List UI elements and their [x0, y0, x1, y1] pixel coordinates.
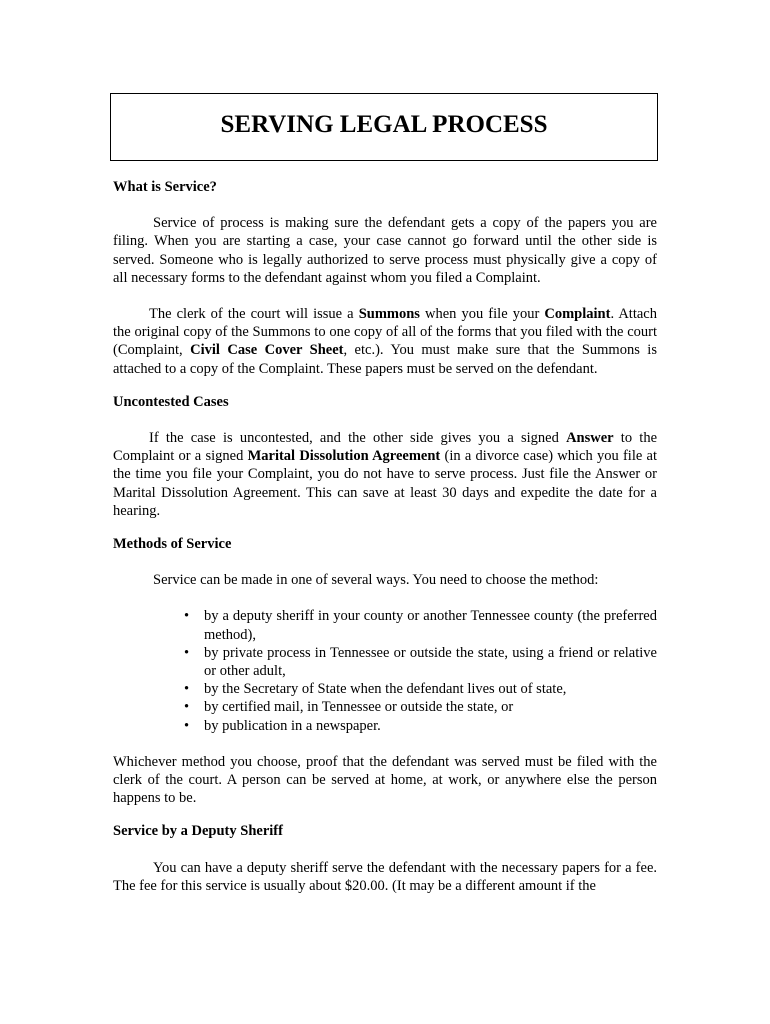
list-item-text: by the Secretary of State when the defendant lives out of state,	[204, 681, 567, 698]
paragraph-uncontested	[113, 429, 657, 520]
list-item-text: by certified mail, in Tennessee or outside the state, or	[204, 699, 514, 716]
term-marital-dissolution-agreement: Marital Dissolution Agreement	[247, 448, 441, 465]
list-item-text: by private process in Tennessee or outside the state, using a friend or relative or other adult,	[204, 644, 657, 680]
paragraph-proof-of-service: Whichever method you choose, proof that the defendant was served must be filed with the clerk of the court. A person can be served at home, at work, or anywhere else the person happens to be.	[113, 753, 657, 807]
bullet-icon: •	[184, 699, 190, 716]
heading-uncontested-cases: Uncontested Cases	[113, 393, 229, 410]
page-title: SERVING LEGAL PROCESS	[220, 111, 548, 138]
title-box	[110, 93, 658, 161]
text-run: (in a divorce case) which you file at the time you file your Complaint, you do not have to serve process. Just file the Answer or Marital Dissolution Agreement. This can save at least 30 days and expedite the date for a hearing.	[113, 448, 658, 519]
text-run: , etc.). You must make sure that the Summons is attached to a copy of the Complaint. These papers must be served on the defendant.	[113, 342, 657, 377]
term-answer: Answer	[566, 430, 614, 447]
text-run: to the Complaint or a signed	[113, 430, 658, 465]
bullet-icon: •	[184, 717, 190, 734]
heading-what-is-service: What is Service?	[113, 179, 217, 195]
term-civil-case-cover-sheet: Civil Case Cover Sheet	[190, 342, 344, 359]
list-item	[184, 607, 657, 643]
list-item	[184, 644, 657, 680]
methods-list	[113, 607, 657, 734]
text-run: when you file your	[419, 306, 545, 323]
text-run: If the case is uncontested, and the other side gives you a signed	[149, 430, 567, 447]
list-item	[184, 680, 657, 698]
paragraph-service-definition: Service of process is making sure the defendant gets a copy of the papers you are filing. When you are starting a case, your case cannot go forward until the other side is served. Someone who is legally authorized to serve process must physically give a copy of all necessary forms to the defendant against whom you filed a Complaint.	[113, 215, 657, 286]
text-run: The clerk of the court will issue a	[149, 306, 359, 323]
list-item-text: by a deputy sheriff in your county or another Tennessee county (the preferred method),	[204, 608, 657, 643]
heading-methods-of-service: Methods of Service	[113, 536, 232, 553]
paragraph-methods-intro: Service can be made in one of several ways. You need to choose the method:	[153, 572, 599, 589]
list-item	[184, 717, 657, 735]
bullet-icon: •	[184, 644, 190, 661]
list-item-text: by publication in a newspaper.	[204, 717, 381, 734]
document-body	[113, 178, 657, 895]
paragraph-summons	[113, 305, 657, 378]
paragraph-sheriff-fee: You can have a deputy sheriff serve the defendant with the necessary papers for a fee. The fee for this service is usually about $20.00. (It may be a different amount if the	[113, 859, 657, 894]
term-complaint: Complaint	[544, 306, 611, 323]
list-item	[184, 698, 657, 716]
heading-service-by-deputy-sheriff: Service by a Deputy Sheriff	[113, 823, 283, 840]
text-run: . Attach the original copy of the Summons to one copy of all of the forms that you filed with the court (Complaint,	[113, 306, 657, 359]
bullet-icon: •	[184, 681, 190, 698]
term-summons: Summons	[358, 306, 420, 323]
bullet-icon: •	[184, 608, 190, 625]
